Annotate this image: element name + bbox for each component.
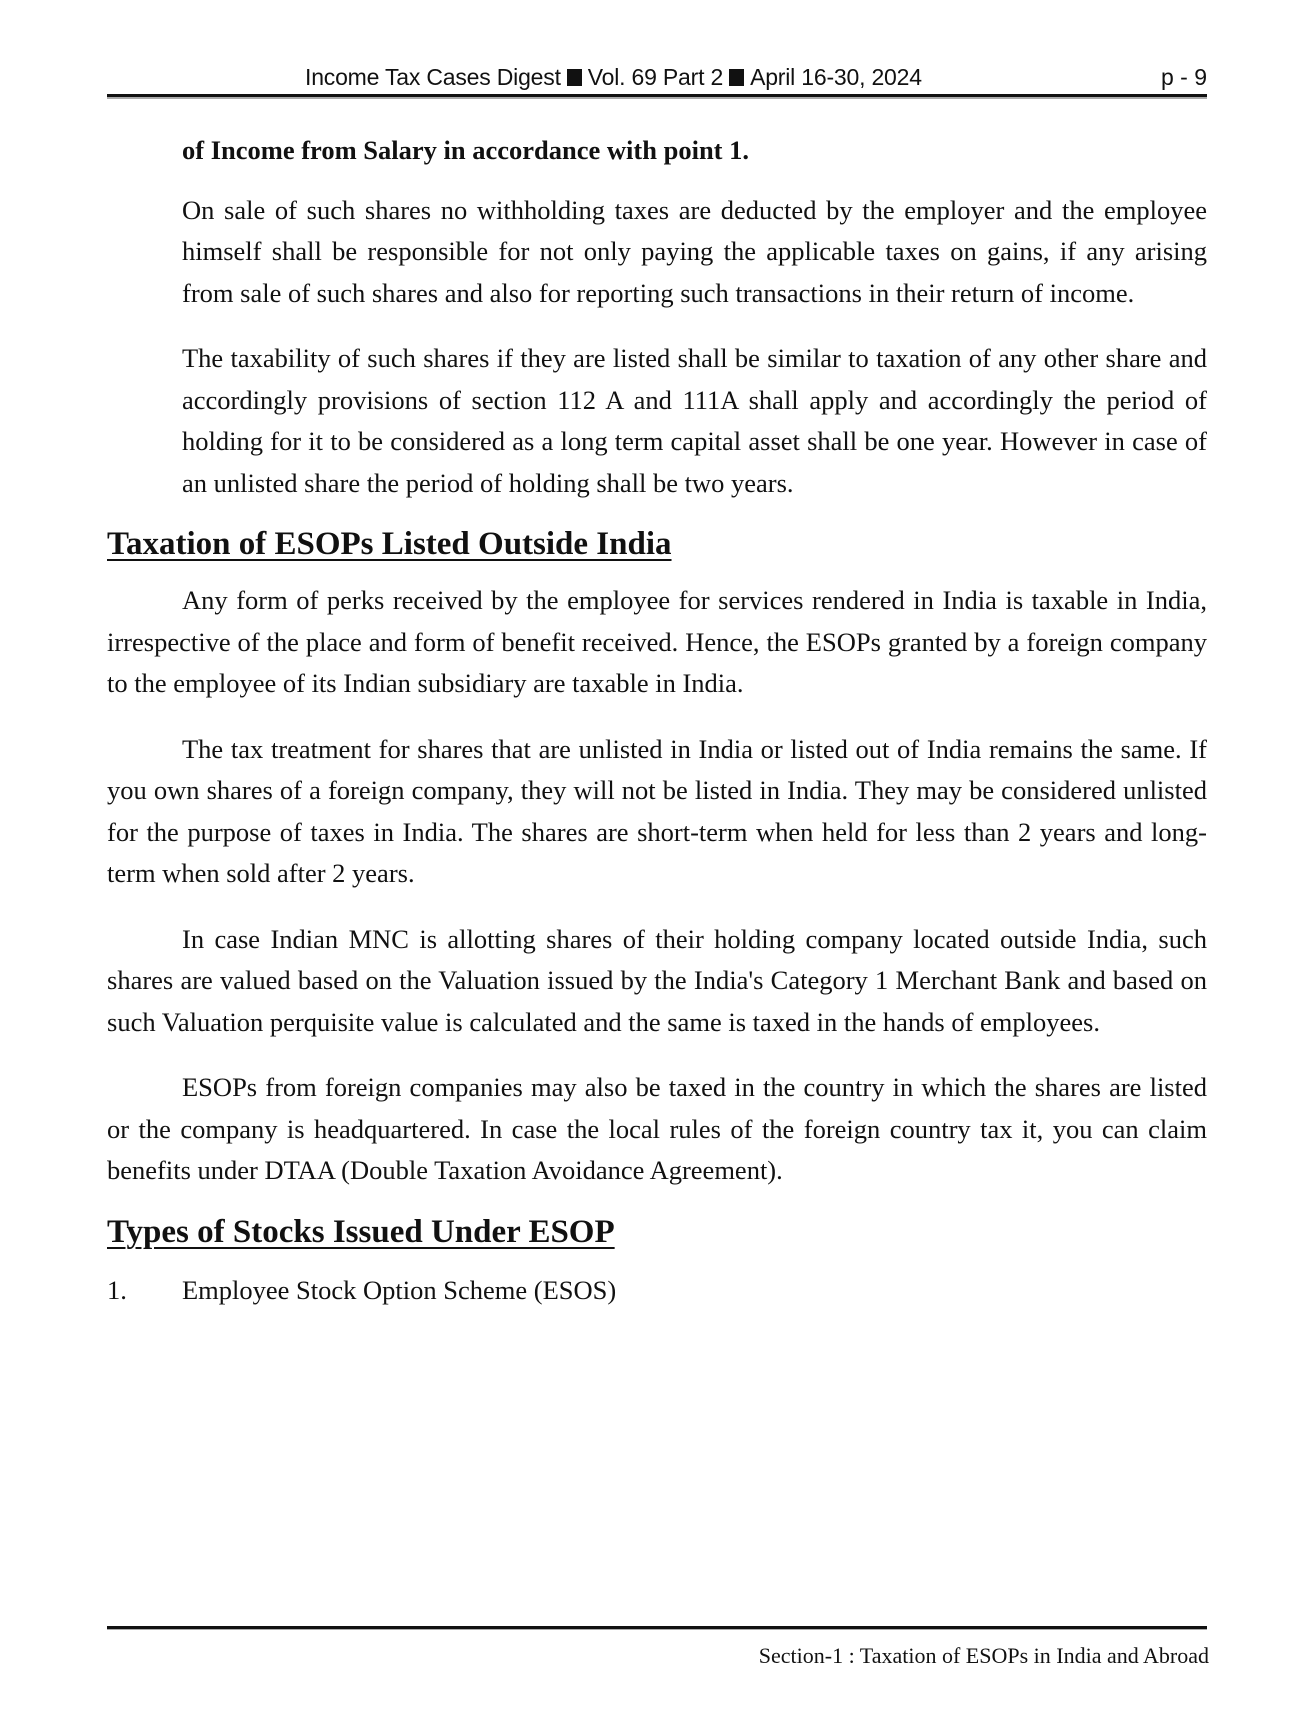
- list-item-number: 1.: [107, 1274, 127, 1305]
- black-square-icon: [729, 69, 744, 86]
- continuation-text: of Income from Salary in accordance with point 1.: [182, 135, 750, 165]
- paragraph: Any form of perks received by the employee for services rendered in India is taxable in India, irrespective of the place and form of benefit received. Hence, the ESOPs granted by a foreign company to the employee of its Indian subsidiary are taxable in India.: [107, 585, 1207, 698]
- list-item-text: Employee Stock Option Scheme (ESOS): [182, 1274, 617, 1305]
- black-square-icon: [567, 69, 582, 86]
- issue-date: April 16-30, 2024: [750, 64, 922, 90]
- section-heading-types-of-stocks: Types of Stocks Issued Under ESOP: [107, 1213, 615, 1250]
- paragraph-taxability: The taxability of such shares if they are listed shall be similar to taxation of any other share and accordingly provisions of section 112 A and 111A shall apply and accordingly the period of holding for it to be considered as a long term capital asset shall be one year. However in case of an unlisted share the period of holding shall be two years.: [182, 343, 1207, 498]
- header-divider: [107, 94, 1207, 99]
- footer-divider: [107, 1626, 1207, 1630]
- list-item: [107, 1270, 1207, 1312]
- paragraph: ESOPs from foreign companies may also be taxed in the country in which the shares are listed or the company is headquartered. In case the local rules of the foreign country tax it, you can claim benefits under DTAA (Double Taxation Avoidance Agreement).: [107, 1072, 1207, 1185]
- paragraph: The tax treatment for shares that are unlisted in India or listed out of India remains the same. If you own shares of a foreign company, they will not be listed in India. They may be considered unlisted for the purpose of taxes in India. The shares are short-term when held for less than 2 years and long-term when sold after 2 years.: [107, 733, 1207, 888]
- running-footer: Section-1 : Taxation of ESOPs in India and Abroad: [758, 1643, 1209, 1668]
- page-number: p - 9: [1160, 64, 1207, 90]
- page-body: [107, 130, 1207, 1311]
- journal-title: Income Tax Cases Digest: [305, 64, 561, 90]
- paragraph: In case Indian MNC is allotting shares of their holding company located outside India, such shares are valued based on the Valuation issued by the India's Category 1 Merchant Bank and based on such Valuation perquisite value is calculated and the same is taxed in the hands of employees.: [107, 923, 1207, 1037]
- paragraph-sale-of-shares: On sale of such shares no withholding taxes are deducted by the employer and the employee himself shall be responsible for not only paying the applicable taxes on gains, if any arising from sale of such shares and also for reporting such transactions in their return of income.: [182, 194, 1207, 308]
- volume-label: Vol. 69 Part 2: [587, 64, 724, 90]
- running-header: [305, 64, 922, 91]
- section-heading-esops-outside-india: Taxation of ESOPs Listed Outside India: [107, 526, 672, 562]
